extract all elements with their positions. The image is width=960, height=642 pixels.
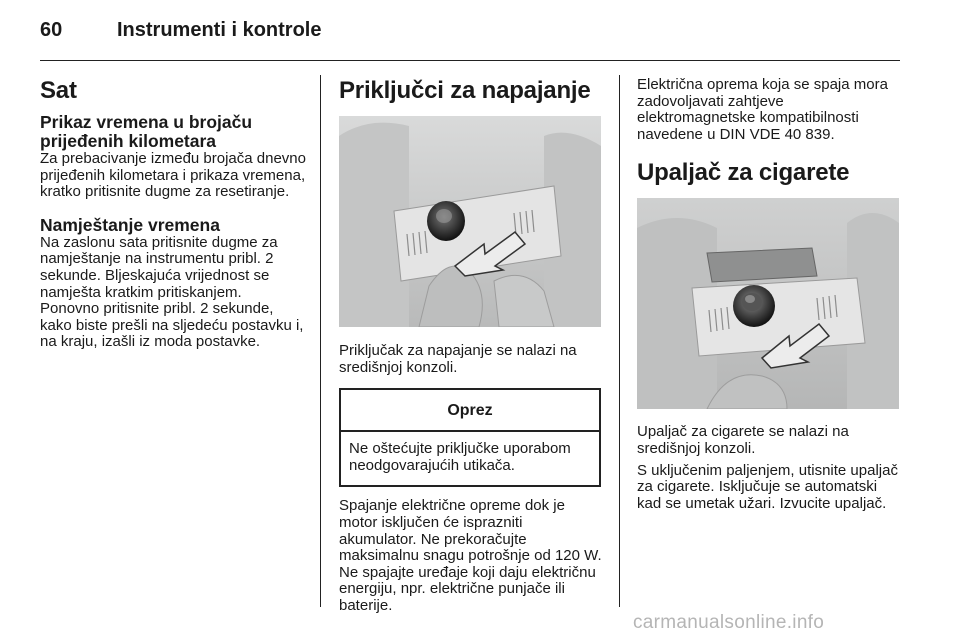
paragraph-set-time-2: Ponovno pritisnite pribl. 2 sekunde, kako biste prešli na sljedeću postavku i, na kraju, izašli iz moda postavke. (40, 300, 304, 351)
subheading-time-display: Prikaz vremena u brojaču prijeđenih kilometara (40, 112, 253, 151)
caption-cigarette-lighter: Upaljač za cigarete se nalazi na središnjoj konzoli. (637, 423, 849, 457)
paragraph-set-time-1: Na zaslonu sata pritisnite dugme za namještanje na instrumentu pribl. 2 sekunde. Bljeskajuća vrijednost se namješta kratkim pritiskanjem. (40, 233, 278, 301)
subheading-set-time: Namještanje vremena (40, 214, 220, 235)
paragraph-power-outlet: Spajanje električne opreme dok je motor isključen će isprazniti akumulator. Ne prekoračujte maksimalnu snagu potrošnje od 120 W. Ne spajajte uređaje koji daju električnu energiju, npr. električne punjače ili baterije. (339, 497, 602, 614)
page-number: 60 (40, 19, 63, 41)
column-2 (339, 77, 604, 615)
column-divider-1 (320, 75, 321, 607)
caption-power-outlet: Priključak za napajanje se nalazi na središnjoj konzoli. (339, 342, 577, 376)
watermark: carmanualsonline.info (633, 612, 825, 633)
caution-title: Oprez (341, 390, 599, 432)
paragraph-time-display: Za prebacivanje između brojača dnevno prijeđenih kilometara i prikaza vremena, kratko pritisnite dugme za resetiranje. (40, 150, 306, 201)
caution-box (339, 388, 601, 487)
power-outlet-photo (339, 116, 601, 327)
paragraph-emc-requirements: Električna oprema koja se spaja mora zadovoljavati zahtjeve elektromagnetske kompatibilnosti navedene u DIN VDE 40 839. (637, 76, 888, 143)
column-1 (40, 77, 308, 351)
cigarette-lighter-photo (637, 198, 899, 409)
header-divider (40, 60, 900, 61)
page-header-title: Instrumenti i kontrole (117, 19, 322, 41)
column-divider-2 (619, 75, 620, 607)
column-3 (637, 77, 905, 512)
section-heading-cigarette-lighter: Upaljač za cigarete (637, 159, 850, 187)
paragraph-cigarette-lighter: S uključenim paljenjem, utisnite upaljač za cigarete. Isključuje se automatski kad se umetak užari. Izvucite upaljač. (637, 461, 898, 512)
section-heading-power-outlets: Priključci za napajanje (339, 77, 591, 104)
section-heading-sat: Sat (40, 77, 77, 104)
caution-text: Ne oštećujte priključke uporabom neodgovarajućih utikača. (349, 440, 571, 474)
